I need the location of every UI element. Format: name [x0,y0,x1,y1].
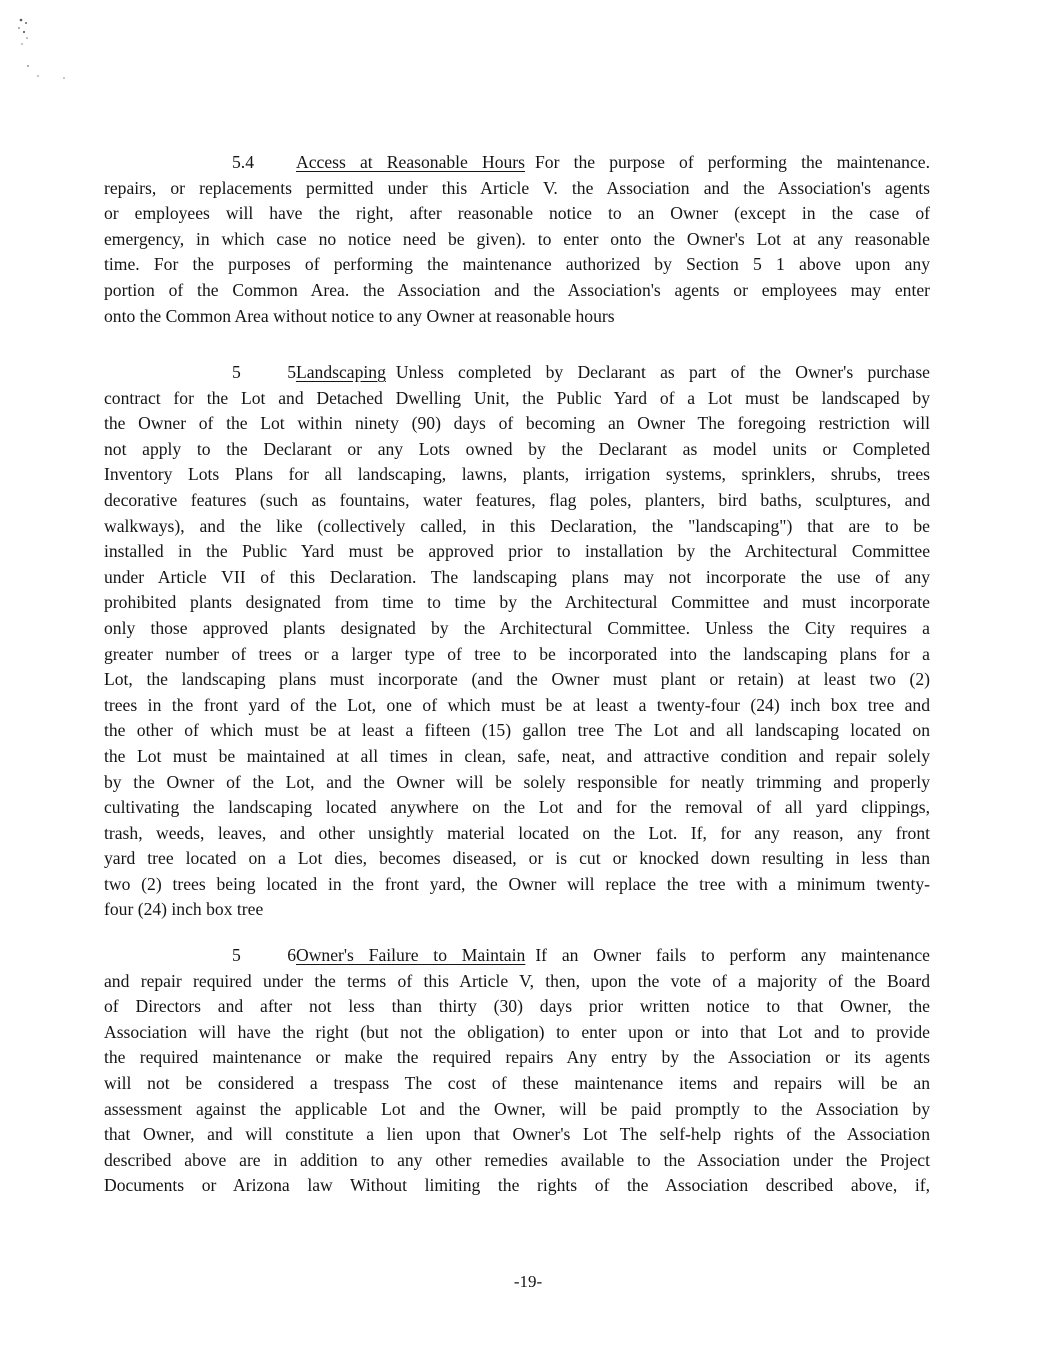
section-line: yard tree located on a Lot dies, becomes diseased, or is cut or knocked down resulting in less than [104,848,930,869]
section-line: four (24) inch box tree [104,899,264,920]
section-line: under Article VII of this Declaration. The landscaping plans may not incorporate the use of any [104,566,930,587]
section-number: 5 5 [232,362,296,382]
section-line: Lot, the landscaping plans must incorporate (and the Owner must plant or retain) at least two (2) [104,669,930,690]
section-text: Unless completed by Declarant as part of the Owner's purchase [395,362,930,382]
section-line: portion of the Common Area. the Association and the Association's agents or employees may enter [104,279,930,300]
section-line: emergency, in which case no notice need be given). to enter onto the Owner's Lot at any reasonable [104,228,930,249]
page-number: -19- [513,1272,543,1291]
section-line-first [104,943,930,969]
section-line: prohibited plants designated from time to time by the Architectural Committee and must incorporate [104,592,930,613]
section-line: trash, weeds, leaves, and other unsightly material located on the Lot. If, for any reason, any front [104,822,930,843]
section-number: 5.4 [232,152,254,172]
section-line: the Owner of the Lot within ninety (90) days of becoming an Owner The foregoing restriction will [104,413,930,434]
section-line: will not be considered a trespass The cost of these maintenance items and repairs will be an [104,1072,930,1093]
section-line: the Lot must be maintained at all times in clean, safe, neat, and attractive condition and repair solely [104,745,930,766]
section-line: only those approved plants designated by the Architectural Committee. Unless the City requires a [104,617,930,638]
section-5-5-paragraph [104,360,930,923]
section-line: time. For the purposes of performing the maintenance authorized by Section 5 1 above upon any [104,254,930,275]
section-line: greater number of trees or a larger type of tree to be incorporated into the landscaping plans for a [104,643,930,664]
section-heading: Owner's Failure to Maintain [296,945,526,965]
section-line: onto the Common Area without notice to any Owner at reasonable hours [104,305,615,326]
section-line: the other of which must be at least a fifteen (15) gallon tree The Lot and all landscaping located on [104,720,930,741]
section-line: that Owner, and will constitute a lien upon that Owner's Lot The self-help rights of the Association [104,1124,930,1145]
section-line: decorative features (such as fountains, water features, flag poles, planters, bird baths, sculptures, and [104,489,930,510]
scan-speck-marks [12,14,72,84]
section-line: installed in the Public Yard must be approved prior to installation by the Architectural Committee [104,541,930,562]
section-number: 5 6 [232,945,296,965]
section-line: two (2) trees being located in the front yard, the Owner will replace the tree with a minimum twenty- [104,873,930,894]
section-line-first [104,360,930,386]
section-text: If an Owner fails to perform any maintenance [535,945,930,965]
section-line: not apply to the Declarant or any Lots owned by the Declarant as model units or Completed [104,438,930,459]
section-line: or employees will have the right, after reasonable notice to an Owner (except in the case of [104,203,930,224]
section-heading: Access at Reasonable Hours [296,152,526,172]
section-line: Inventory Lots Plans for all landscaping, lawns, plants, irrigation systems, sprinklers, shrubs, trees [104,464,930,485]
section-line: assessment against the applicable Lot and the Owner, will be paid promptly to the Association by [104,1098,930,1119]
section-line: described above are in addition to any other remedies available to the Association under the Project [104,1149,930,1170]
section-5-6-paragraph [104,943,930,1199]
section-line: and repair required under the terms of this Article V, then, upon the vote of a majority of the Board [104,970,930,991]
section-line: contract for the Lot and Detached Dwelling Unit, the Public Yard of a Lot must be landscaped by [104,387,930,408]
section-5-4-paragraph [104,150,930,329]
section-line: walkways), and the like (collectively called, in this Declaration, the "landscaping") that are to be [104,515,930,536]
section-line-first [104,150,930,176]
section-line: cultivating the landscaping located anywhere on the Lot and for the removal of all yard clippings, [104,797,930,818]
section-line: Association will have the right (but not the obligation) to enter upon or into that Lot and to provide [104,1021,930,1042]
section-line: by the Owner of the Lot, and the Owner will be solely responsible for neatly trimming and properly [104,771,930,792]
section-line: Documents or Arizona law Without limiting the rights of the Association described above, if, [104,1175,930,1196]
section-line: the required maintenance or make the required repairs Any entry by the Association or its agents [104,1047,930,1068]
section-line: repairs, or replacements permitted under this Article V. the Association and the Association's agents [104,177,930,198]
section-heading: Landscaping [296,362,386,382]
section-line: of Directors and after not less than thirty (30) days prior written notice to that Owner, the [104,996,930,1017]
section-text: For the purpose of performing the maintenance. [535,152,930,172]
section-line: trees in the front yard of the Lot, one of which must be at least a twenty-four (24) inch box tree and [104,694,930,715]
